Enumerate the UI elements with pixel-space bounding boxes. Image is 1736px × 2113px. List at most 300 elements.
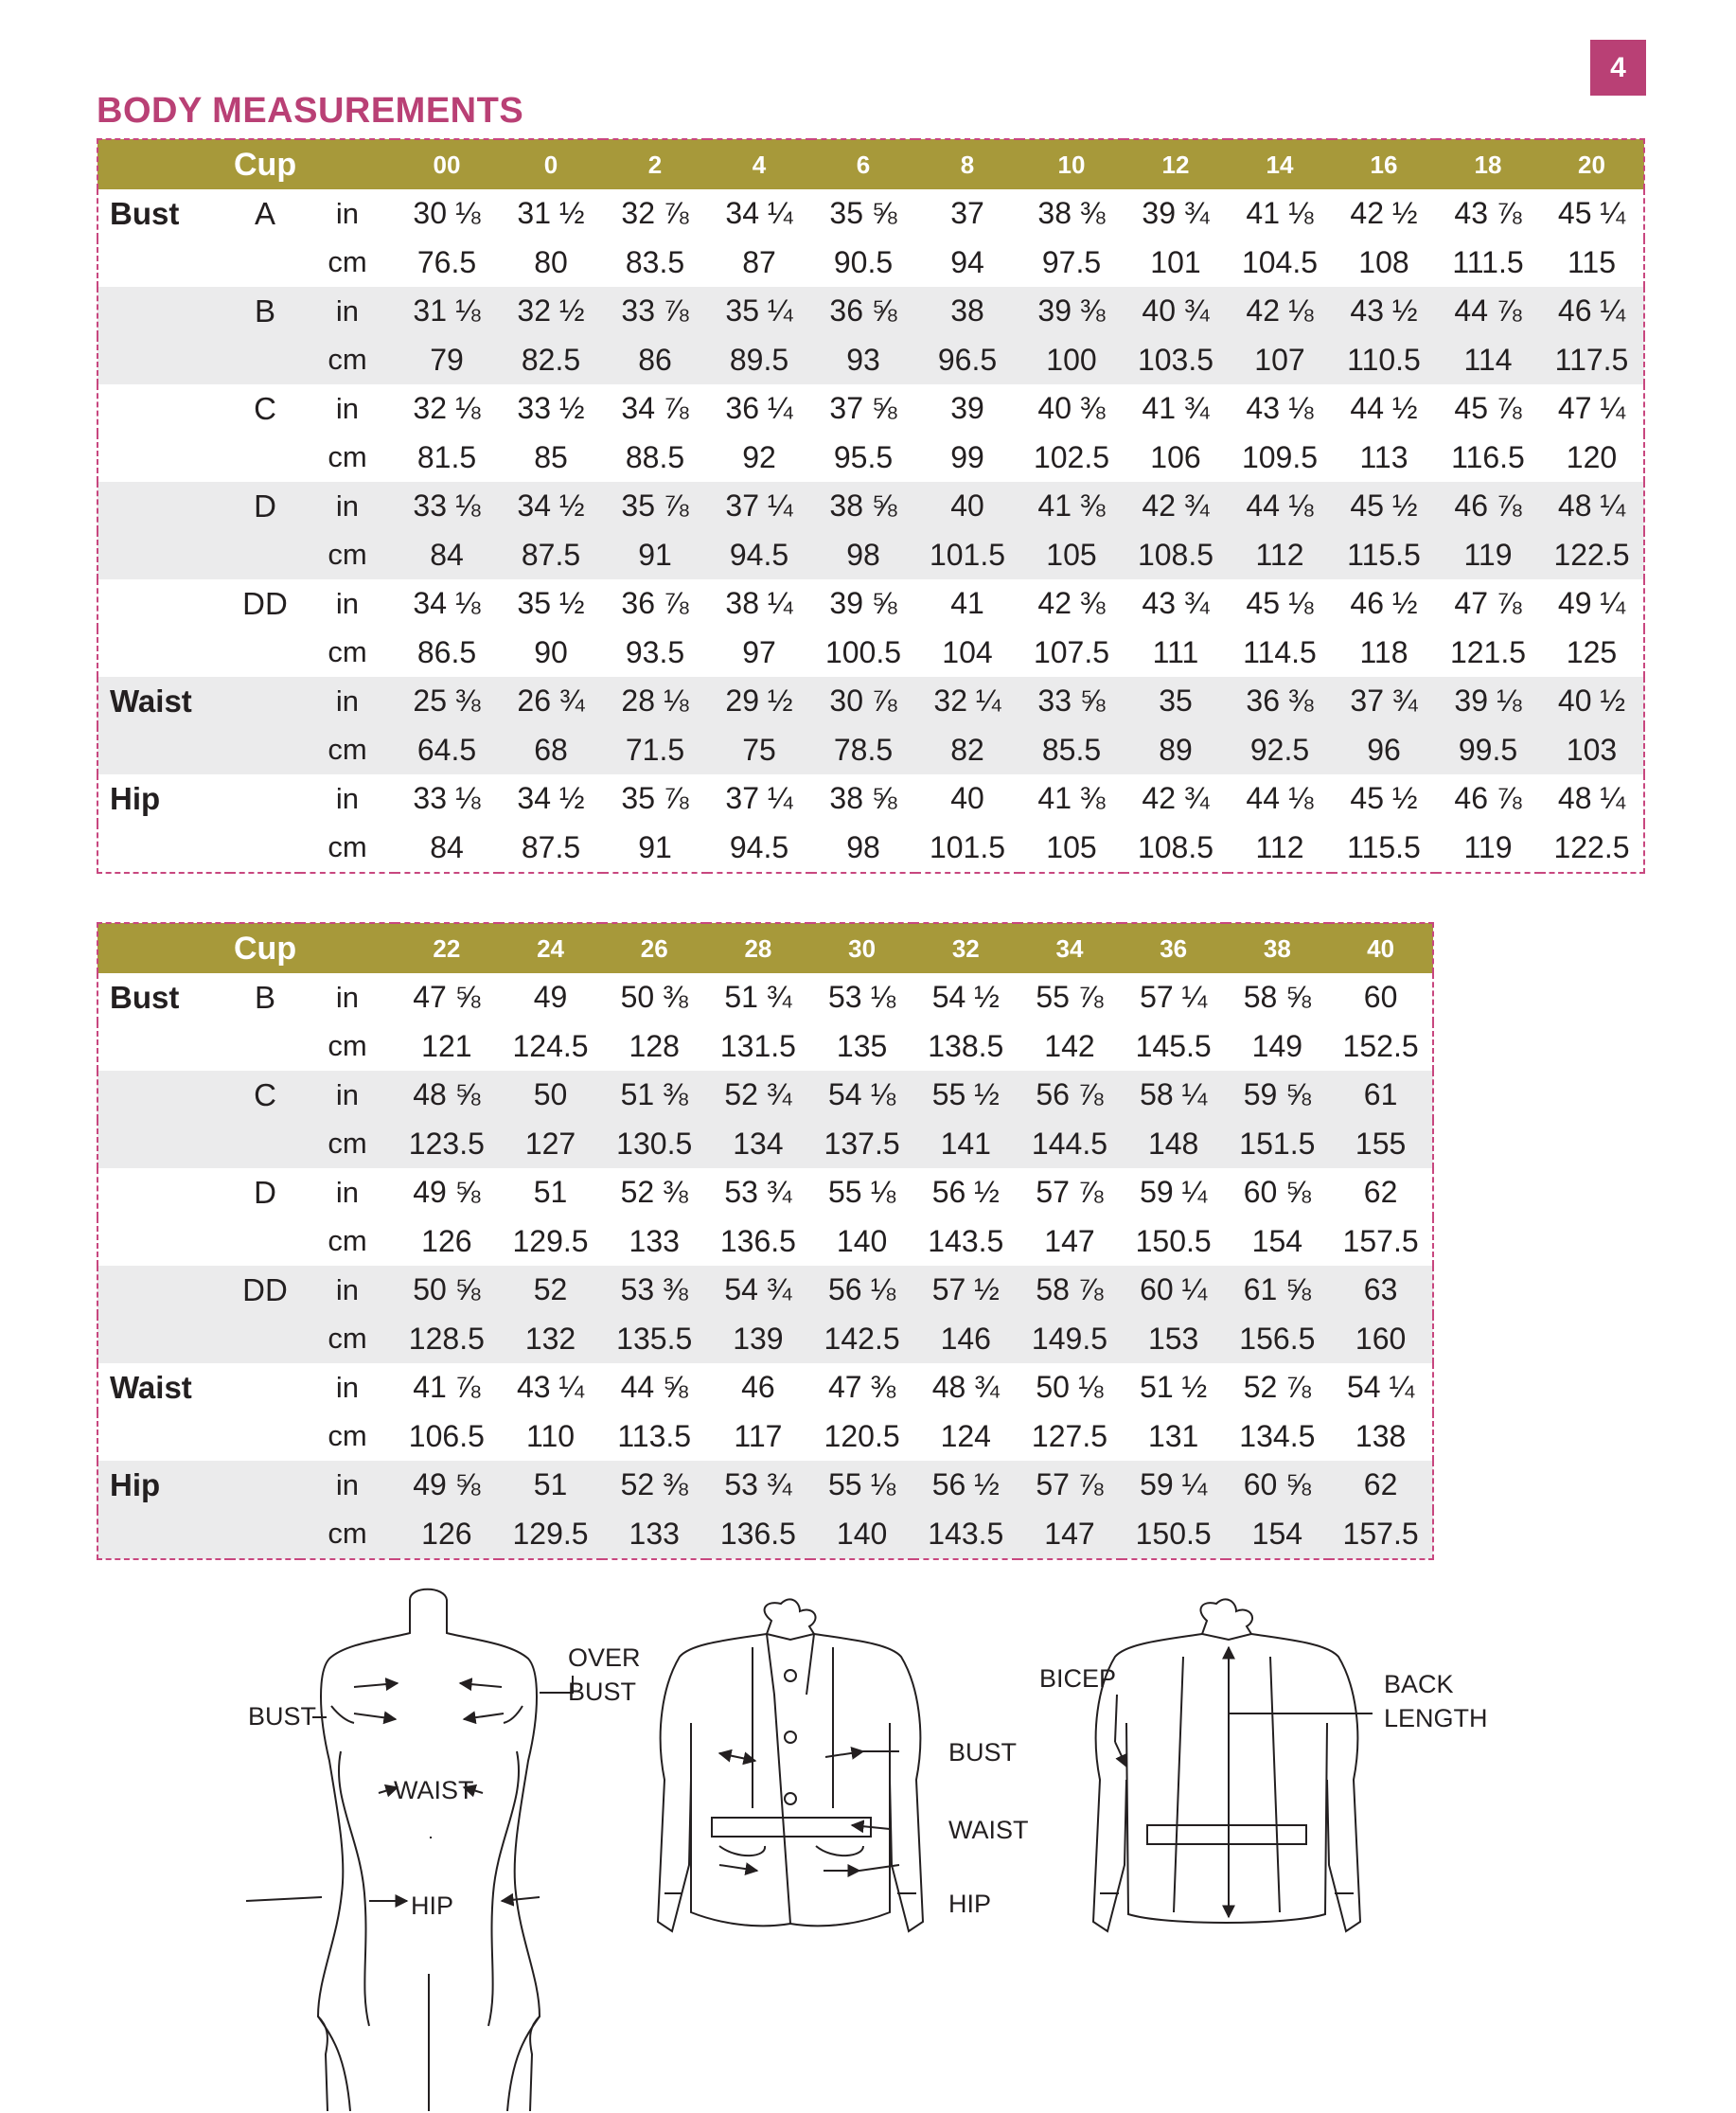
table-cell-value: 60 ⅝ [1243,1175,1311,1210]
table-cell-value: 37 ¼ [707,482,811,531]
table-cell-value: 115.5 [1332,531,1436,580]
body-figure-illustration [318,1589,540,2111]
table-cell-value: 75 [707,726,811,775]
table-cell-value: 112 [1228,531,1332,580]
table-cell-value: 110 [526,1418,576,1453]
row-unit: in [335,391,360,425]
table-cell-value: 58 ¼ [1122,1071,1226,1120]
row-cup-size [230,1315,300,1364]
row-measure-label: Waist [110,1369,192,1405]
table-cell-value: 42 ¾ [1142,781,1210,816]
table-cell-value: 32 ¼ [915,677,1019,726]
table-cell-value: 138 [1355,1418,1407,1453]
table-cell-value: 47 ¼ [1557,391,1626,426]
table-cell-value: 41 [950,586,984,621]
header-cup-label: Cup [230,923,300,973]
table-cell-value: 35 ⅞ [621,781,689,816]
table-cell-value: 108 [1358,244,1409,279]
table-cell-value: 28 ⅛ [603,677,707,726]
table-cell-value: 53 ⅛ [828,980,896,1015]
header-size: 4 [707,139,811,189]
row-cup-size [230,1510,300,1560]
table-cell-value: 128.5 [395,1315,499,1364]
table-cell-value: 38 ⅝ [811,482,915,531]
table-cell-value: 87.5 [499,531,603,580]
header-size: 18 [1436,139,1540,189]
table-cell-value: 131.5 [719,1028,796,1063]
table-cell-value: 37 ⅝ [829,391,897,426]
table-cell-value: 68 [499,726,603,775]
row-measure-label [97,1217,230,1267]
row-unit: in [300,482,395,531]
header-size: 6 [811,139,915,189]
table-row [97,1363,1433,1412]
table-cell-value: 34 ⅞ [621,391,689,426]
table-cell-value: 115 [1567,244,1616,279]
table-cell-value: 39 ⅛ [1436,677,1540,726]
table-cell-value: 126 [395,1510,499,1560]
table-cell-value: 53 ¾ [724,1175,792,1210]
table-cell-value: 118 [1359,634,1408,669]
table-cell-value: 83.5 [625,244,685,279]
row-unit: cm [328,1029,367,1063]
table-cell-value: 127.5 [1031,1418,1107,1453]
row-unit: cm [300,1315,395,1364]
header-blank [97,139,230,189]
table-cell-value: 71.5 [603,726,707,775]
table-cell-value: 51 [533,1175,568,1210]
row-cup-size [230,824,300,874]
table-cell-value: 127 [499,1120,603,1169]
table-cell-value: 98 [846,829,880,864]
header-size: 30 [810,923,914,973]
table-cell-value: 145.5 [1135,1028,1212,1063]
table-cell-value: 143.5 [928,1223,1004,1258]
row-unit: in [335,1370,360,1404]
table-cell-value: 120.5 [824,1418,900,1453]
table-cell-value: 36 ¼ [725,391,793,426]
row-measure-label: Waist [97,677,230,726]
label-front-bust: BUST [948,1738,1018,1767]
table-row [97,824,1644,874]
row-cup-size [230,726,300,775]
row-unit: in [335,586,360,620]
table-row [97,1071,1433,1120]
table-cell-value: 35 ⅞ [603,482,707,531]
table-cell-value: 91 [603,531,707,580]
table-cell-value: 157.5 [1329,1510,1433,1560]
table-cell-value: 134.5 [1239,1418,1316,1453]
table-cell-value: 38 ⅝ [829,781,897,816]
table-row [97,336,1644,385]
table-cell-value: 78.5 [811,726,915,775]
table-cell-value: 140 [810,1510,914,1560]
table-cell-value: 53 ⅜ [602,1266,706,1315]
header-size: 16 [1332,139,1436,189]
table-cell-value: 41 ⅜ [1037,781,1106,816]
table-cell-value: 139 [706,1315,810,1364]
table-cell-value: 41 ⅜ [1019,482,1124,531]
jacket-front-illustration [658,1599,923,1931]
table-cell-value: 60 [1363,980,1398,1015]
table-cell-value: 106.5 [408,1418,485,1453]
table-cell-value: 113 [1359,439,1408,474]
label-over-bust-line1: OVER [568,1643,641,1672]
header-size: 26 [602,923,706,973]
table-cell-value: 100.5 [824,634,902,669]
table-row [97,384,1644,434]
row-cup-size [230,1120,300,1169]
table-cell-value: 46 ½ [1350,586,1418,621]
table-cell-value: 42 ⅜ [1037,586,1106,621]
table-cell-value: 130.5 [602,1120,706,1169]
table-row [97,1461,1433,1510]
table-cell-value: 59 ¼ [1122,1461,1226,1510]
table-cell-value: 39 [950,391,984,426]
table-cell-value: 138.5 [928,1028,1004,1063]
table-cell-value: 105 [1019,531,1124,580]
table-cell-value: 57 ⅞ [1036,1175,1104,1210]
table-cell-value: 50 [499,1071,603,1120]
table-cell-value: 49 [533,980,568,1015]
row-cup-size: C [230,1071,300,1120]
table-cell-value: 149 [1251,1028,1303,1063]
table-cell-value: 94.5 [729,829,789,864]
table-row [97,1120,1433,1169]
row-measure-label [97,1071,230,1120]
table-cell-value: 141 [913,1120,1018,1169]
table-cell-value: 129.5 [499,1510,603,1560]
table-row [97,239,1644,288]
table-cell-value: 55 ⅞ [1036,980,1104,1015]
table-cell-value: 126 [421,1223,472,1258]
row-measure-label [97,1266,230,1315]
table-header-row [97,139,1644,189]
row-cup-size [230,1022,300,1072]
row-unit: cm [300,1510,395,1560]
table-cell-value: 122.5 [1553,829,1630,864]
table-cell-value: 33 ⅝ [1019,677,1124,726]
label-back-length-line1: BACK [1384,1670,1454,1698]
table-cell-value: 121.5 [1449,634,1527,669]
table-cell-value: 133 [602,1510,706,1560]
table-cell-value: 86.5 [416,634,477,669]
table-cell-value: 59 ⅝ [1226,1071,1330,1120]
table-cell-value: 39 ⅝ [829,586,897,621]
table-cell-value: 58 ⅝ [1243,980,1311,1015]
label-body-bust: BUST [248,1702,317,1731]
table-cell-value: 99 [950,439,984,474]
row-cup-size [230,677,300,726]
table-row [97,287,1644,336]
table-cell-value: 157.5 [1342,1223,1419,1258]
table-cell-value: 59 ¼ [1140,1175,1208,1210]
table-cell-value: 52 ⅜ [620,1175,688,1210]
row-measure-label [97,726,230,775]
table-cell-value: 97 [742,634,776,669]
row-measure-label [97,239,230,288]
table-cell-value: 38 ⅜ [1037,196,1106,231]
table-cell-value: 105 [1046,829,1097,864]
row-unit: cm [328,1224,367,1258]
table-row [97,677,1644,726]
table-cell-value: 93.5 [625,634,685,669]
table-cell-value: 61 ⅝ [1226,1266,1330,1315]
table-cell-value: 36 ⅝ [811,287,915,336]
table-cell-value: 85 [534,439,568,474]
table-cell-value: 48 ¼ [1540,482,1644,531]
table-cell-value: 142 [1044,1028,1095,1063]
table-cell-value: 45 ½ [1332,482,1436,531]
table-cell-value: 44 ⅛ [1246,781,1314,816]
table-cell-value: 40 ¾ [1124,287,1228,336]
table-cell-value: 55 ⅛ [810,1461,914,1510]
table-cell-value: 43 ½ [1332,287,1436,336]
table-cell-value: 33 ½ [517,391,585,426]
table-cell-value: 96 [1332,726,1436,775]
table-cell-value: 41 ⅛ [1246,196,1314,231]
table-cell-value: 104.5 [1241,244,1319,279]
table-cell-value: 131 [1147,1418,1199,1453]
table-cell-value: 60 ¼ [1122,1266,1226,1315]
table-cell-value: 54 ⅛ [810,1071,914,1120]
table-row [97,973,1433,1022]
table-cell-value: 33 ⅛ [413,781,481,816]
table-cell-value: 47 ⅜ [828,1370,896,1405]
table-cell-value: 35 ½ [517,586,585,621]
header-size: 10 [1019,139,1124,189]
table-cell-value: 76.5 [416,244,477,279]
table-cell-value: 114 [1436,336,1540,385]
table-cell-value: 30 ⅞ [811,677,915,726]
row-measure-label [97,1022,230,1072]
header-size: 32 [913,923,1018,973]
row-unit: in [300,1266,395,1315]
table-cell-value: 94 [950,244,984,279]
table-cell-value: 155 [1329,1120,1433,1169]
table-cell-value: 42 ½ [1350,196,1418,231]
row-unit: in [335,1175,360,1209]
table-cell-value: 124 [940,1418,991,1453]
table-cell-value: 34 ¼ [725,196,793,231]
row-cup-size: D [230,482,300,531]
row-unit: cm [300,1120,395,1169]
table-cell-value: 44 ⅞ [1436,287,1540,336]
table-cell-value: 38 ¼ [725,586,793,621]
row-measure-label: Hip [97,1461,230,1510]
table-cell-value: 38 [915,287,1019,336]
table-cell-value: 56 ⅞ [1018,1071,1122,1120]
header-size: 38 [1226,923,1330,973]
row-measure-label [97,1510,230,1560]
table-cell-value: 62 [1329,1461,1433,1510]
table-cell-value: 109.5 [1241,439,1319,474]
table-cell-value: 34 ½ [517,781,585,816]
header-size: 00 [395,139,499,189]
table-cell-value: 48 ⅝ [395,1071,499,1120]
row-measure-label [97,384,230,434]
table-cell-value: 120 [1566,439,1618,474]
measurement-table-sizes-00-20 [97,138,1645,874]
table-cell-value: 125 [1566,634,1618,669]
table-cell-value: 50 ⅝ [395,1266,499,1315]
table-cell-value: 40 ½ [1540,677,1644,726]
table-cell-value: 51 ¾ [724,980,792,1015]
table-cell-value: 149.5 [1018,1315,1122,1364]
table-cell-value: 82.5 [499,336,603,385]
table-cell-value: 42 ⅛ [1228,287,1332,336]
table-cell-value: 34 ⅛ [413,586,481,621]
row-unit: in [300,287,395,336]
row-cup-size [230,1363,300,1412]
table-cell-value: 34 ½ [499,482,603,531]
row-cup-size [230,629,300,678]
table-cell-value: 30 ⅛ [413,196,481,231]
header-size: 34 [1018,923,1122,973]
table-cell-value: 56 ½ [931,1175,1000,1210]
table-row [97,1217,1433,1267]
table-cell-value: 136.5 [706,1510,810,1560]
header-size: 8 [915,139,1019,189]
table-cell-value: 55 ½ [913,1071,1018,1120]
row-measure-label [97,579,230,629]
table-cell-value: 45 ⅛ [1246,586,1314,621]
row-cup-size: A [254,195,275,231]
table-cell-value: 133 [629,1223,680,1258]
table-cell-value: 90.5 [833,244,894,279]
table-cell-value: 33 ⅞ [603,287,707,336]
header-size: 22 [395,923,499,973]
table-cell-value: 88.5 [625,439,685,474]
table-cell-value: 37 ¼ [725,781,793,816]
table-cell-value: 39 ¾ [1142,196,1210,231]
label-back-length-line2: LENGTH [1384,1704,1488,1732]
table-cell-value: 43 ¼ [516,1370,585,1405]
table-cell-value: 35 [1124,677,1228,726]
table-cell-value: 99.5 [1436,726,1540,775]
table-cell-value: 119 [1436,531,1540,580]
row-unit: in [300,1461,395,1510]
table-cell-value: 89.5 [707,336,811,385]
table-cell-value: 101.5 [915,531,1019,580]
row-measure-label: Hip [110,780,161,816]
table-cell-value: 142.5 [810,1315,914,1364]
table-cell-value: 42 ¾ [1124,482,1228,531]
row-unit: in [335,980,360,1014]
label-front-waist: WAIST [948,1816,1029,1844]
table-cell-value: 49 ⅝ [395,1461,499,1510]
row-cup-size [230,1217,300,1267]
label-front-hip: HIP [948,1890,992,1918]
row-cup-size: D [254,1174,276,1210]
table-cell-value: 53 ¾ [706,1461,810,1510]
table-cell-value: 61 [1329,1071,1433,1120]
table-cell-value: 103 [1540,726,1644,775]
table-cell-value: 58 ⅞ [1018,1266,1122,1315]
table-cell-value: 154 [1251,1223,1303,1258]
table-cell-value: 87.5 [521,829,581,864]
row-measure-label [97,1168,230,1217]
page-title: BODY MEASUREMENTS [97,91,524,131]
table-row [97,774,1644,824]
table-cell-value: 49 ¼ [1557,586,1626,621]
label-over-bust-line2: BUST [568,1678,637,1706]
table-cell-value: 52 ⅞ [1243,1370,1311,1405]
table-cell-value: 91 [638,829,672,864]
header-size: 40 [1329,923,1433,973]
table-cell-value: 80 [534,244,568,279]
table-cell-value: 89 [1124,726,1228,775]
header-size: 2 [603,139,707,189]
row-unit: cm [328,830,367,864]
table-cell-value: 160 [1329,1315,1433,1364]
table-cell-value: 29 ½ [707,677,811,726]
table-cell-value: 123.5 [395,1120,499,1169]
table-cell-value: 25 ⅜ [395,677,499,726]
table-cell-value: 134 [706,1120,810,1169]
row-unit: cm [328,245,367,279]
table-cell-value: 122.5 [1540,531,1644,580]
table-cell-value: 39 ⅜ [1019,287,1124,336]
row-unit: cm [300,726,395,775]
row-unit: in [335,196,360,230]
row-unit: cm [328,440,367,474]
table-cell-value: 82 [915,726,1019,775]
table-cell-value: 54 ¾ [706,1266,810,1315]
table-cell-value: 37 ¾ [1332,677,1436,726]
table-cell-value: 132 [499,1315,603,1364]
table-cell-value: 57 ¼ [1140,980,1208,1015]
header-size: 20 [1540,139,1644,189]
table-cell-value: 31 ½ [517,196,585,231]
row-measure-label [97,482,230,531]
table-cell-value: 146 [913,1315,1018,1364]
table-cell-value: 94.5 [707,531,811,580]
measurement-table-2-container [97,922,1434,1560]
table-cell-value: 52 [499,1266,603,1315]
table-cell-value: 45 ½ [1350,781,1418,816]
table-cell-value: 147 [1044,1223,1095,1258]
row-cup-size [230,1412,300,1462]
row-unit: in [300,677,395,726]
table-cell-value: 51 ⅜ [602,1071,706,1120]
table-cell-value: 106 [1150,439,1201,474]
table-cell-value: 81.5 [416,439,477,474]
table-cell-value: 47 ⅞ [1454,586,1522,621]
table-row [97,482,1644,531]
table-cell-value: 101.5 [929,829,1006,864]
page-number-badge: 4 [1590,40,1646,96]
table-cell-value: 60 ⅝ [1226,1461,1330,1510]
table-cell-value: 148 [1122,1120,1226,1169]
row-measure-label [97,336,230,385]
table-cell-value: 79 [395,336,499,385]
table-cell-value: 121 [421,1028,472,1063]
row-measure-label [97,629,230,678]
row-unit: cm [300,336,395,385]
table-cell-value: 41 ¾ [1142,391,1210,426]
table-cell-value: 54 ½ [931,980,1000,1015]
table-cell-value: 43 ⅛ [1246,391,1314,426]
table-cell-value: 92.5 [1228,726,1332,775]
row-cup-size [230,1461,300,1510]
table-cell-value: 144.5 [1018,1120,1122,1169]
table-cell-value: 46 ⅞ [1436,482,1540,531]
table-cell-value: 37 [950,196,984,231]
table-cell-value: 41 ⅞ [413,1370,481,1405]
label-body-waist: WAIST [394,1776,474,1804]
row-cup-size: DD [230,1266,300,1315]
